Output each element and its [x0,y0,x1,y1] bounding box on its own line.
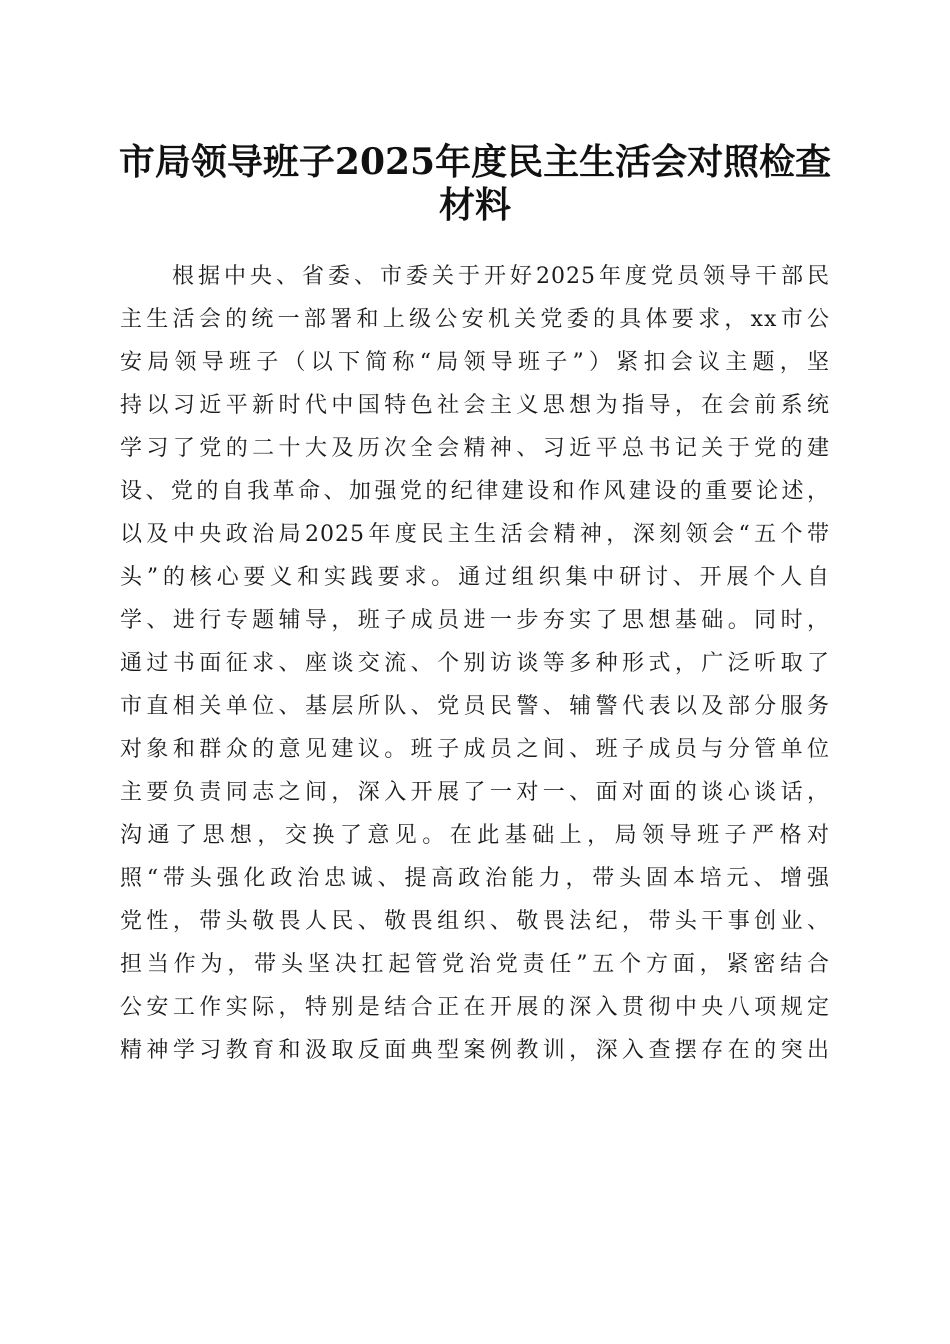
document-title [110,140,840,226]
title-line-1: 市局领导班子2025年度民主生活会对照检查 [118,141,832,183]
body-line: 安局领导班子（以下简称“局领导班子”）紧扣会议主题，坚 [120,350,830,375]
body-line: 市直相关单位、基层所队、党员民警、辅警代表以及部分服务 [120,694,830,719]
body-line: 学、进行专题辅导，班子成员进一步夯实了思想基础。同时， [120,608,830,633]
body-line: 以及中央政治局2025年度民主生活会精神，深刻领会“五个带 [120,522,830,547]
body-line: 设、党的自我革命、加强党的纪律建设和作风建设的重要论述， [120,479,830,504]
body-paragraph [120,255,830,1072]
body-line: 担当作为，带头坚决扛起管党治党责任”五个方面，紧密结合 [120,952,830,977]
body-line: 头”的核心要义和实践要求。通过组织集中研讨、开展个人自 [120,565,830,590]
body-line: 沟通了思想，交换了意见。在此基础上，局领导班子严格对 [120,823,830,848]
body-line: 公安工作实际，特别是结合正在开展的深入贯彻中央八项规定 [120,995,830,1020]
body-line: 根据中央、省委、市委关于开好2025年度党员领导干部民 [172,264,830,289]
body-line: 精神学习教育和汲取反面典型案例教训，深入查摆存在的突出 [120,1038,830,1063]
body-line: 持以习近平新时代中国特色社会主义思想为指导，在会前系统 [120,393,830,418]
body-line: 党性，带头敬畏人民、敬畏组织、敬畏法纪，带头干事创业、 [120,909,830,934]
body-line: 学习了党的二十大及历次全会精神、习近平总书记关于党的建 [120,436,830,461]
body-line: 通过书面征求、座谈交流、个别访谈等多种形式，广泛听取了 [120,651,830,676]
body-line: 主要负责同志之间，深入开展了一对一、面对面的谈心谈话， [120,780,830,805]
body-line: 主生活会的统一部署和上级公安机关党委的具体要求，xx市公 [120,307,830,332]
body-line: 照“带头强化政治忠诚、提高政治能力，带头固本培元、增强 [120,866,830,891]
body-line: 对象和群众的意见建议。班子成员之间、班子成员与分管单位 [120,737,830,762]
title-line-2: 材料 [438,184,511,226]
